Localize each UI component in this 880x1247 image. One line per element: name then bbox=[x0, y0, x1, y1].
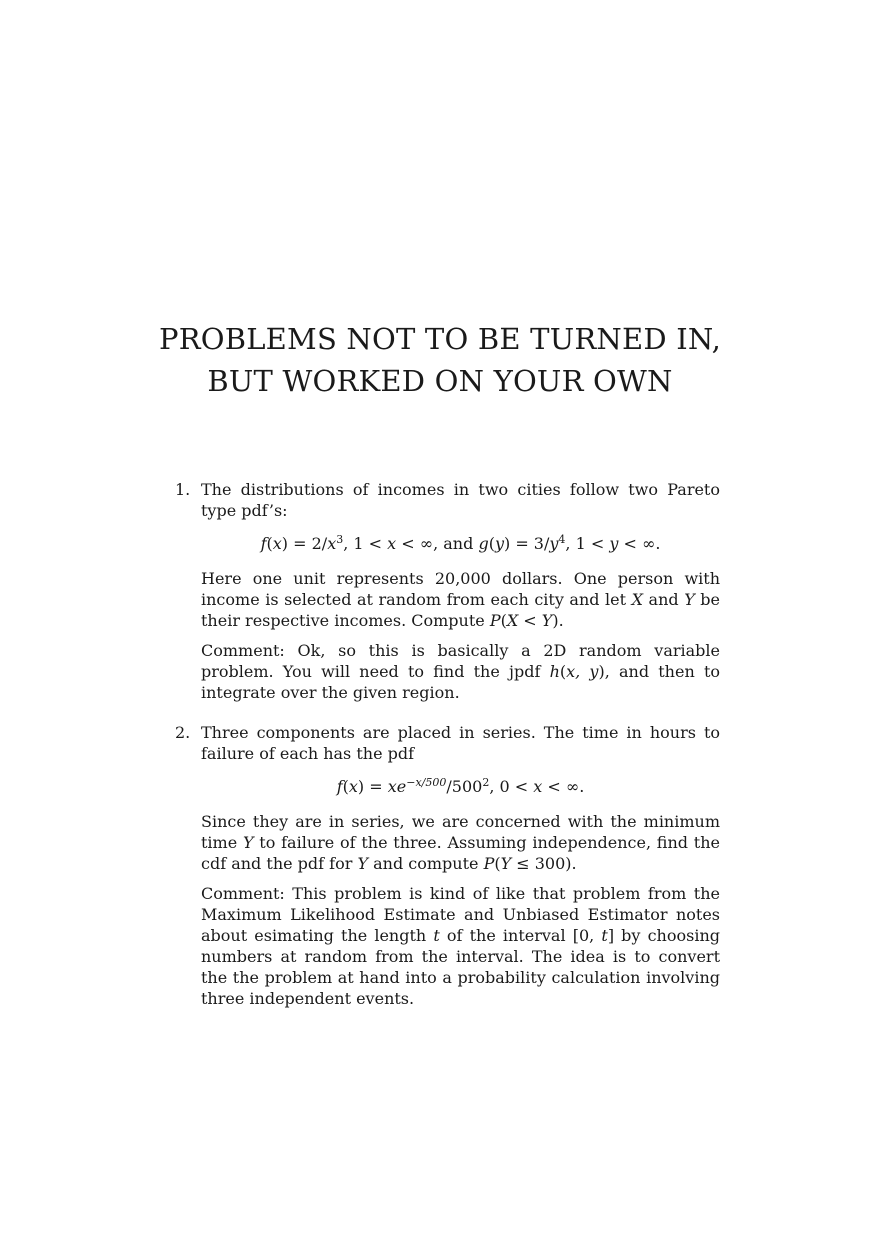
problem-comment: Comment: Ok, so this is basically a 2D random variable problem. You will need to find the jpdf h(x, y), and then to integrate over the given region. bbox=[201, 641, 721, 702]
problem-intro: Three components are placed in series. The time in hours to failure of each has the pdf bbox=[201, 723, 720, 763]
problem-number: 2. bbox=[175, 723, 191, 742]
problem-body: Since they are in series, we are concerned with the minimum time Y to failure of the three. Assuming independence, find the cdf and the pdf for Y and compute P(Y ≤ 300). bbox=[201, 812, 720, 873]
problem-comment: Comment: This problem is kind of like that problem from the Maximum Likelihood Estimate and Unbiased Estimator notes about esimating the length t of the interval [0, t] by choosing numbers at random from the interval. The idea is to convert the the problem at hand into a probability calculation involving three independent events. bbox=[201, 884, 721, 1008]
problem-number: 1. bbox=[175, 480, 191, 499]
problem-intro: The distributions of incomes in two cities follow two Pareto type pdf’s: bbox=[201, 480, 720, 520]
problem-list bbox=[175, 479, 720, 1028]
problem-equation: $f(x) = xe^{-x/500}/500^2$, 0 < x < ∞. bbox=[336, 776, 585, 796]
problem-equation: $f(x) = 2/x^3$, 1 < x < ∞, and $g(y) = 3/y^4$, 1 < y < ∞. bbox=[260, 533, 661, 553]
title-line-2: BUT WORKED ON YOUR OWN bbox=[207, 364, 673, 398]
title-line-1: PROBLEMS NOT TO BE TURNED IN, bbox=[158, 322, 721, 356]
problem-body: Here one unit represents 20,000 dollars. One person with income is selected at random from each city and let X and Y be their respective incomes. Compute P(X < Y). bbox=[201, 569, 721, 630]
page-title bbox=[0, 318, 880, 402]
problem-2 bbox=[175, 722, 720, 1009]
problem-1 bbox=[175, 479, 720, 703]
